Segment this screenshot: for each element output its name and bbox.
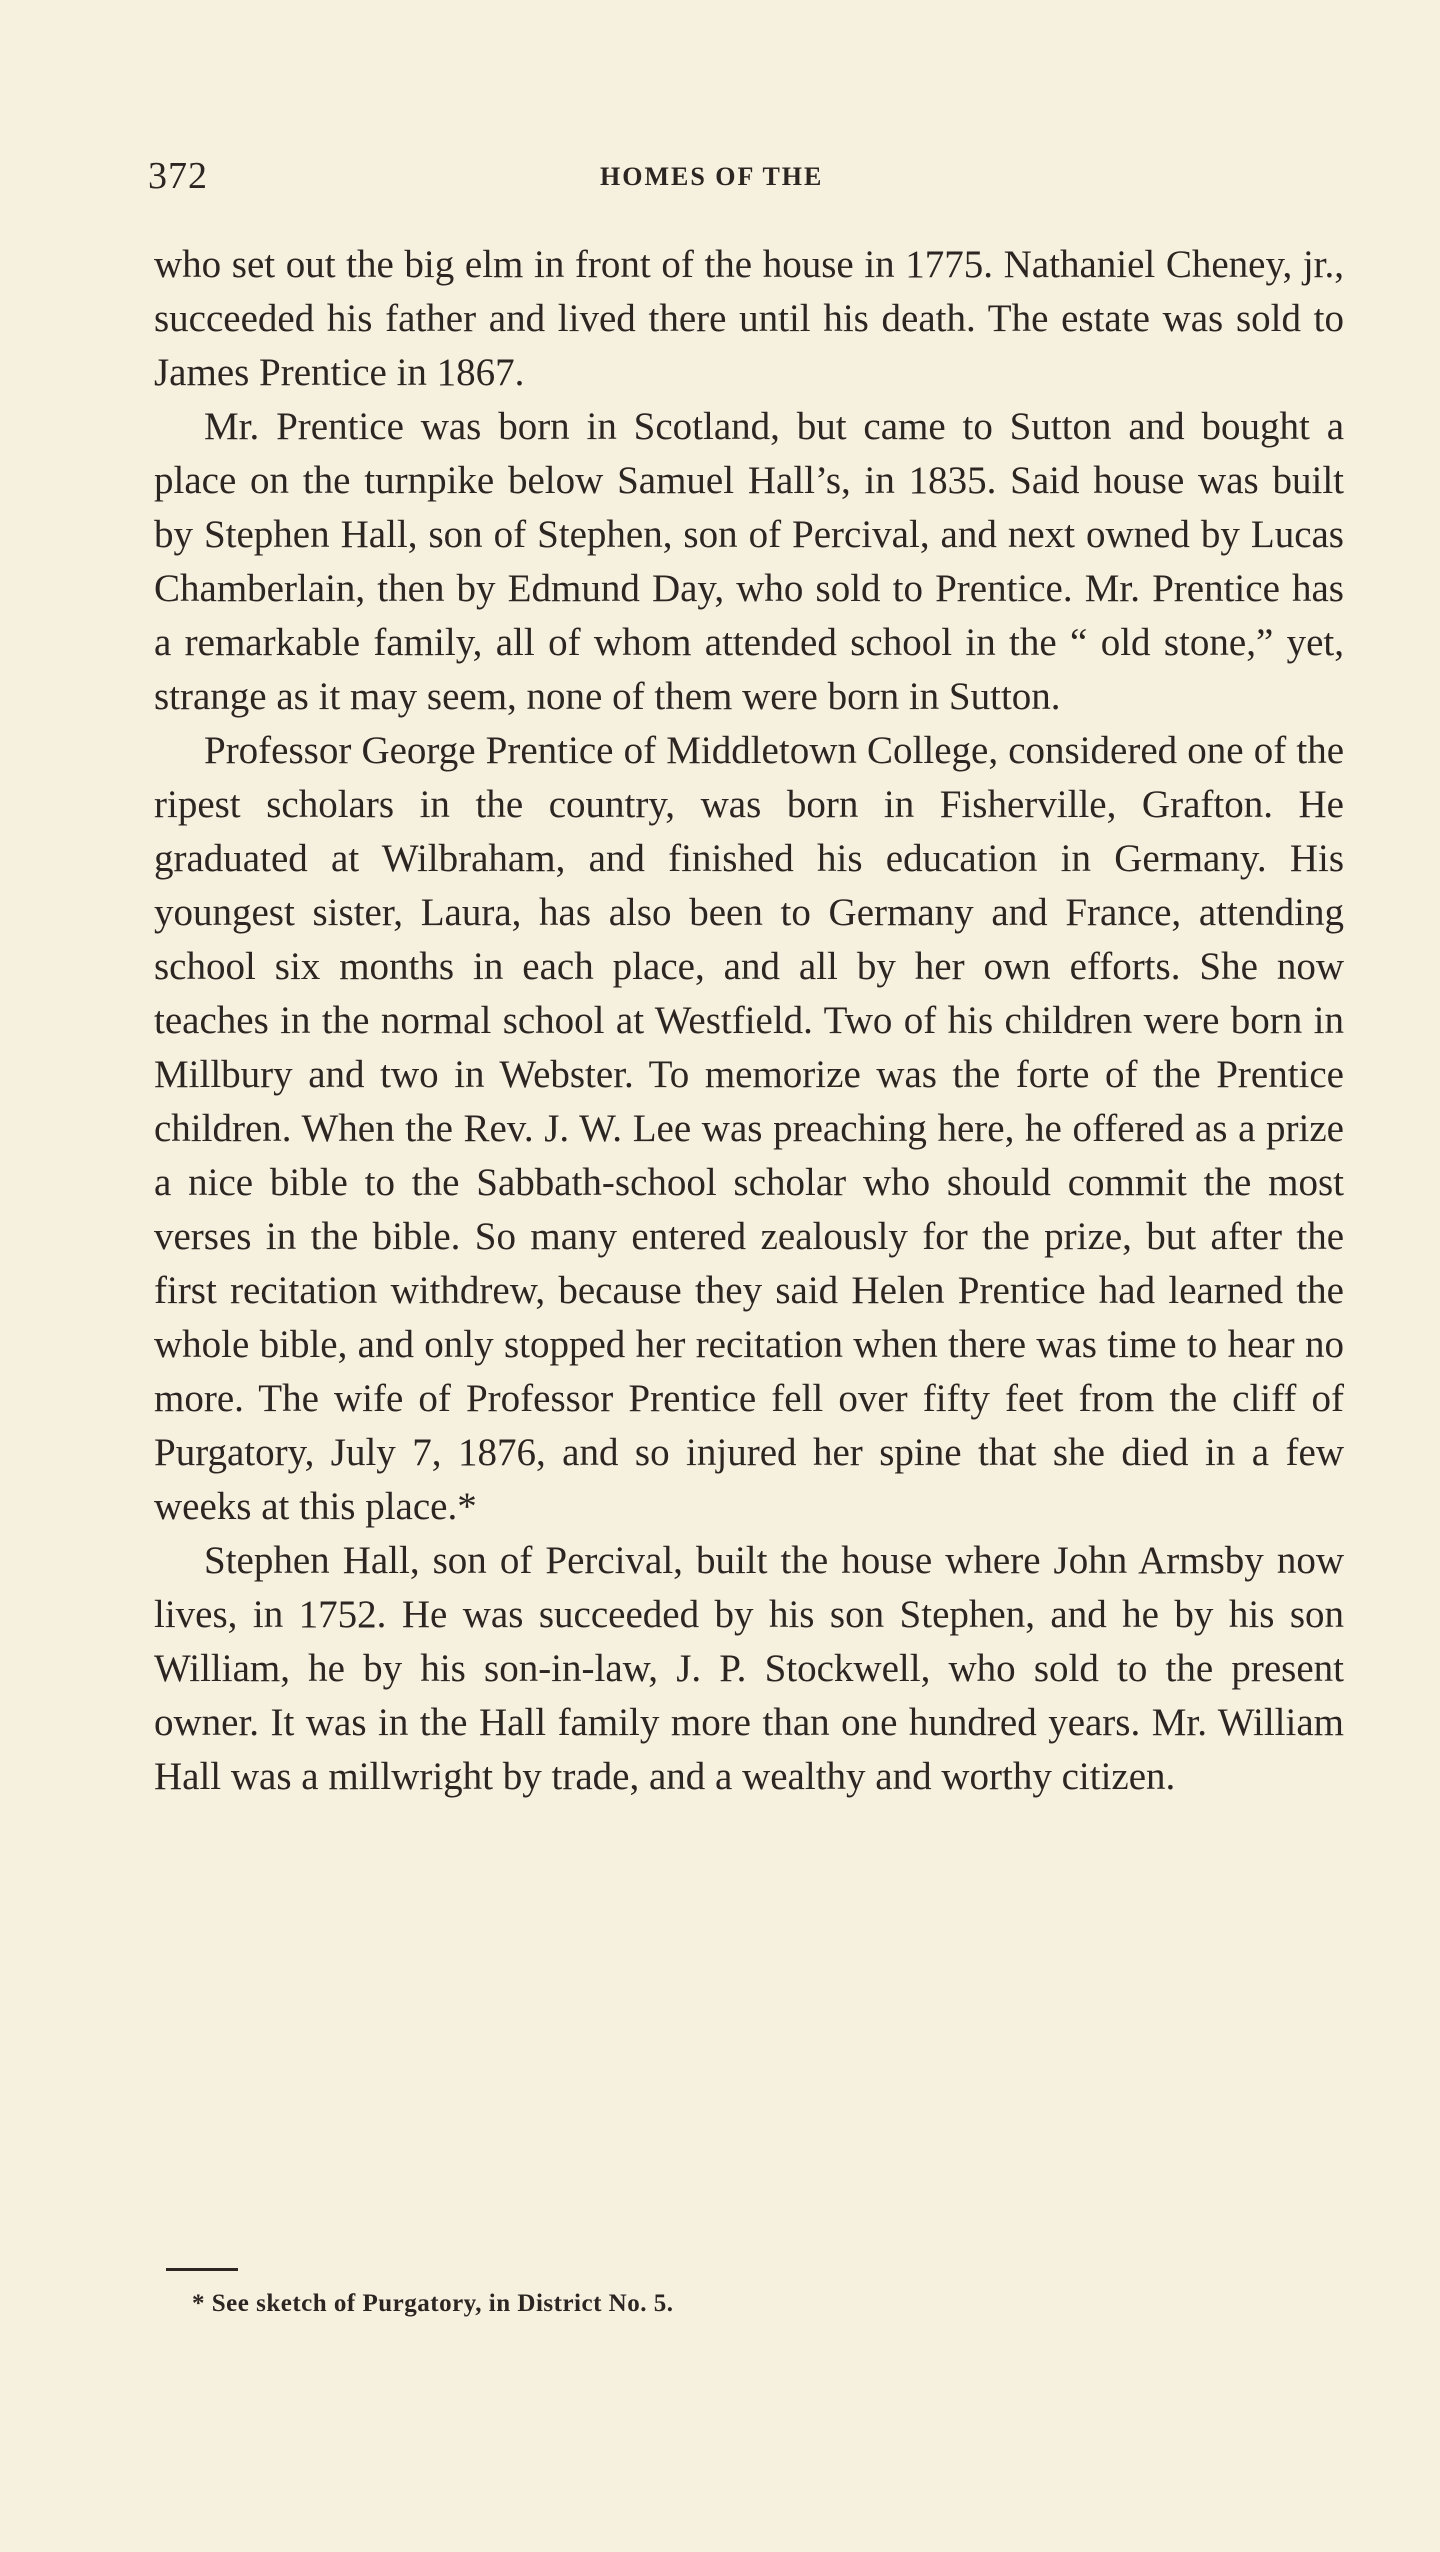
paragraph-stephen-hall: Stephen Hall, son of Percival, built the house where John Armsby now lives, in 1752. He was succeeded by his son Stephen, and he by his son William, he by his son-in-law, J. P. Stockwell, who sold to the present owner. It was in the Hall family more than one hundred years. Mr. William Hall was a millwright by trade, and a wealthy and worthy citizen. bbox=[154, 1539, 1344, 1798]
page-number: 372 bbox=[148, 155, 208, 197]
body-text bbox=[154, 238, 1344, 1804]
paragraph-continued: who set out the big elm in front of the house in 1775. Nathaniel Cheney, jr., succeeded his father and lived there until his death. The estate was sold to James Prentice in 1867. bbox=[154, 243, 1344, 394]
running-head bbox=[148, 154, 1344, 200]
footnote-rule bbox=[166, 2268, 238, 2271]
paragraph-prentice-family: Mr. Prentice was born in Scotland, but came to Sutton and bought a place on the turnpike below Samuel Hall’s, in 1835. Said house was built by Stephen Hall, son of Stephen, son of Percival, and next owned by Lucas Chamberlain, then by Edmund Day, who sold to Prentice. Mr. Prentice has a remarkable family, all of whom attended school in the “ old stone,” yet, strange as it may seem, none of them were born in Sutton. bbox=[154, 405, 1344, 718]
paragraph-professor-george-prentice: Professor George Prentice of Middletown College, considered one of the ripest scholars in the country, was born in Fisherville, Grafton. He graduated at Wilbraham, and finished his education in Germany. His youngest sister, Laura, has also been to Germany and France, attending school six months in each place, and all by her own efforts. She now teaches in the normal school at Westfield. Two of his children were born in Millbury and two in Webster. To memorize was the forte of the Prentice children. When the Rev. J. W. Lee was preaching here, he offered as a prize a nice bible to the Sabbath-school scholar who should commit the most verses in the bible. So many entered zealously for the prize, but after the first recitation withdrew, because they said Helen Prentice had learned the whole bible, and only stopped her recitation when there was time to hear no more. The wife of Professor Prentice fell over fifty feet from the cliff of Purgatory, July 7, 1876, and so injured her spine that she died in a few weeks at this place.* bbox=[154, 729, 1344, 1528]
footnote: * See sketch of Purgatory, in District No. 5. bbox=[192, 2290, 674, 2317]
running-title: HOMES OF THE bbox=[600, 162, 824, 191]
